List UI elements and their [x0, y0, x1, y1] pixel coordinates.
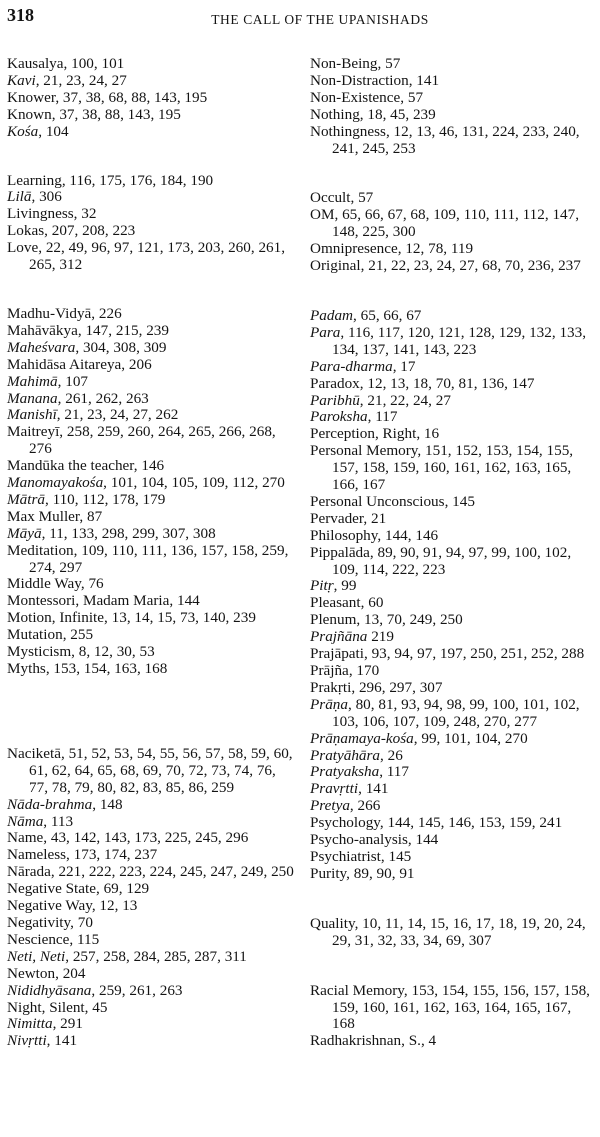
index-page-refs: , 10, 11, 14, 15, 16, 17, 18, 19, 20, 24, 29, 31, 32, 33, 34, 69, 307 [332, 914, 586, 949]
index-term: Philosophy [310, 526, 378, 544]
index-page-refs: , 116, 117, 120, 121, 128, 129, 132, 133, 134, 137, 141, 143, 223 [332, 323, 587, 358]
index-column-right [310, 56, 596, 1050]
index-page-refs: , 141 [46, 1032, 78, 1050]
index-page-refs: , 104 [38, 122, 69, 140]
index-entry [7, 898, 297, 915]
index-entry [310, 578, 596, 595]
index-page-refs: , 144 [169, 592, 200, 610]
index-term: Motion, Infinite [7, 609, 105, 627]
index-term: OM [310, 206, 335, 224]
index-term: Omnipresence [310, 240, 398, 258]
index-page-refs: , 87 [79, 507, 103, 525]
index-entry [7, 797, 297, 814]
index-term: Para-dharma [310, 357, 393, 375]
index-entry [7, 627, 297, 644]
index-term: Maitreyī [7, 423, 60, 441]
index-page-refs: , 43, 142, 143, 173, 225, 245, 296 [43, 829, 249, 847]
index-term: Night, Silent [7, 998, 85, 1016]
index-entry [7, 915, 297, 932]
index-entry [7, 475, 297, 492]
index-page-refs: , 37, 38, 88, 143, 195 [51, 105, 181, 123]
index-term: Paroksha [310, 408, 368, 426]
index-term: Myths [7, 660, 46, 677]
index-entry [310, 511, 596, 528]
index-term: Prāṇamaya-kośa [310, 729, 414, 747]
index-term: Maheśvara [7, 338, 76, 356]
index-page-refs: , 304, 308, 309 [75, 338, 167, 356]
index-page-refs: , 13, 14, 15, 73, 140, 239 [104, 609, 256, 627]
index-page-refs: , 257, 258, 284, 285, 287, 311 [65, 947, 247, 965]
index-entry [310, 325, 596, 359]
index-page-refs: , 17 [392, 357, 416, 375]
index-page-refs: , 226 [91, 304, 122, 322]
index-term: Known [7, 105, 52, 123]
index-entry [310, 426, 596, 443]
index-page-refs: , 306 [31, 188, 62, 206]
index-entry [310, 359, 596, 376]
index-entry [7, 644, 297, 661]
index-term: Lokas [7, 222, 45, 240]
index-page-refs: , 21, 22, 24, 27 [359, 391, 451, 409]
index-page-refs: , 13, 70, 249, 250 [356, 611, 463, 629]
index-column-left [7, 56, 297, 1050]
index-term: Nescience [7, 930, 70, 948]
index-term: Nāda-brahma [7, 795, 93, 813]
index-entry [7, 90, 297, 107]
index-term: Prajāpati [310, 645, 364, 663]
index-term: Middle Way [7, 575, 81, 593]
index-page-refs: , 151, 152, 153, 154, 155, 157, 158, 159, 160, 161, 162, 163, 165, 166, 167 [332, 442, 574, 494]
index-entry [310, 731, 596, 748]
index-page-refs: , 115 [69, 930, 100, 948]
index-page-refs: , 141 [408, 71, 440, 89]
index-term: Paradox [310, 374, 360, 392]
index-entry [7, 949, 297, 966]
index-page-refs: , 8, 12, 30, 53 [71, 643, 155, 661]
index-page-refs: , 141 [358, 780, 389, 798]
index-entry [310, 56, 596, 73]
index-entry [7, 107, 297, 124]
index-entry [310, 190, 596, 207]
index-term: Pretya [310, 797, 350, 815]
index-page-refs: , 101, 104, 105, 109, 112, 270 [103, 474, 285, 492]
index-page-refs: , 89, 90, 91, 94, 97, 99, 100, 102, 109, 114, 222, 223 [332, 543, 572, 578]
index-page-refs: , 204 [55, 964, 86, 982]
index-term: Non-Being [310, 55, 378, 72]
index-term: Kavi [7, 71, 36, 89]
index-page-refs: , 107 [57, 372, 88, 390]
index-term: Pratyāhāra [310, 746, 381, 764]
index-page-refs: , 109, 110, 111, 136, 157, 158, 259, 274, 297 [29, 541, 289, 576]
index-page-refs: , 57 [377, 55, 401, 72]
index-term: Pravṛtti [310, 780, 359, 798]
index-term: Prajñāna [310, 628, 368, 646]
index-page-refs: , 99, 101, 104, 270 [413, 729, 528, 747]
index-term: Pitṛ [310, 577, 334, 595]
index-entry [7, 340, 297, 357]
index-term: Negative Way [7, 897, 92, 915]
index-entry [7, 124, 297, 141]
index-entry [310, 781, 596, 798]
index-page-refs: , 296, 297, 307 [351, 678, 443, 696]
index-entry [310, 207, 596, 241]
index-page-refs: , 221, 222, 223, 224, 245, 247, 249, 250 [50, 863, 294, 881]
index-term: Purity [310, 864, 347, 882]
index-page-refs: , 26 [380, 746, 403, 764]
index-term: Mahimā [7, 372, 58, 390]
index-entry [7, 864, 297, 881]
index-page-refs: , 153, 154, 163, 168 [45, 660, 168, 677]
index-entry [7, 576, 297, 593]
index-entry [310, 595, 596, 612]
index-page-refs: , 69, 129 [95, 880, 150, 898]
index-entry [7, 1016, 297, 1033]
index-page-refs: , 206 [121, 355, 152, 373]
index-entry [7, 746, 297, 797]
index-page-refs: , 57 [350, 189, 374, 207]
index-page-refs: , 99 [333, 577, 357, 595]
index-entry [310, 376, 596, 393]
index-page-refs: , 22, 49, 96, 97, 121, 173, 203, 260, 261, 265, 312 [29, 239, 286, 274]
index-page-refs: , 144 [407, 831, 439, 849]
index-term: Quality [310, 914, 355, 932]
index-entry [310, 697, 596, 731]
index-term: Knower [7, 88, 56, 106]
index-term: Mandūka the teacher [7, 457, 134, 475]
index-term: Madhu-Vidyā [7, 304, 92, 322]
index-entry [7, 407, 297, 424]
index-entry [310, 494, 596, 511]
index-entry [310, 393, 596, 410]
index-page-refs: , 258, 259, 260, 264, 265, 266, 268, 276 [29, 423, 276, 458]
index-page-refs: , 266 [349, 797, 381, 815]
index-term: Manishī [7, 406, 57, 424]
index-page-refs: , 113 [43, 812, 74, 830]
index-entry [310, 90, 596, 107]
index-entry [7, 1033, 297, 1050]
index-page-refs: , 12, 13, 46, 131, 224, 233, 240, 241, 245, 253 [332, 122, 580, 157]
index-term: Pratyaksha [310, 763, 380, 781]
index-page-refs: , 21 [363, 509, 387, 527]
index-entry [310, 629, 596, 646]
index-entry [7, 509, 297, 526]
index-term: Personal Unconscious [310, 492, 445, 510]
index-page-refs: , 291 [52, 1015, 83, 1033]
index-entry [310, 1033, 596, 1050]
index-term: Psycho-analysis [310, 831, 408, 849]
index-page-refs: , 144, 145, 146, 153, 159, 241 [379, 814, 563, 832]
index-page-refs: , 12, 13, 18, 70, 81, 136, 147 [359, 374, 535, 392]
index-entry [7, 526, 297, 543]
index-term: Negative State [7, 880, 96, 898]
index-term: Nārada [7, 863, 51, 881]
index-term: Pleasant [310, 594, 361, 612]
index-term: Para [310, 323, 341, 341]
index-entry [310, 443, 596, 494]
index-term: Psychiatrist [310, 847, 381, 865]
index-page-refs: , 57 [400, 88, 424, 106]
index-entry [7, 189, 297, 206]
index-entry [310, 849, 596, 866]
index-page-refs: , 45 [84, 998, 108, 1016]
index-entry [7, 56, 297, 73]
index-term: Lilā [7, 188, 32, 206]
index-entry [310, 764, 596, 781]
index-term: Mātrā [7, 490, 45, 508]
index-page-refs: , 37, 38, 68, 88, 143, 195 [55, 88, 208, 106]
index-term: Occult [310, 189, 351, 207]
index-entry [7, 881, 297, 898]
index-page-refs: , 110, 112, 178, 179 [44, 490, 166, 508]
index-page-refs: , 100, 101 [63, 55, 125, 72]
index-term: Manana [7, 389, 58, 407]
index-entry [7, 966, 297, 983]
page-number: 318 [7, 5, 34, 25]
index-page-refs: , 21, 23, 24, 27, 262 [56, 406, 179, 424]
index-entry [7, 543, 297, 577]
index-page-refs: , 117 [379, 763, 409, 781]
index-entry [310, 815, 596, 832]
index-entry [7, 610, 297, 627]
index-entry [7, 173, 297, 190]
index-entry [310, 545, 596, 579]
index-term: Perception, Right [310, 425, 417, 443]
index-entry [310, 680, 596, 697]
index-term: Manomayakośa [7, 474, 104, 492]
index-term: Prāṇa [310, 695, 348, 713]
index-entry [310, 241, 596, 258]
index-entry [310, 983, 596, 1034]
index-page-refs: , 11, 133, 298, 299, 307, 308 [41, 524, 216, 542]
index-page-refs: , 65, 66, 67, 68, 109, 110, 111, 112, 147, 148, 225, 300 [332, 206, 580, 241]
index-page-refs: , 12, 13 [91, 897, 138, 915]
index-term: Māyā [7, 524, 42, 542]
index-page-refs: , 51, 52, 53, 54, 55, 56, 57, 58, 59, 60, 61, 62, 64, 65, 68, 69, 70, 72, 73, 74, 76, 77, 78, 79, 80, 82, 83, 85, 86, 259 [29, 744, 293, 796]
index-page-refs: , 153, 154, 155, 156, 157, 158, 159, 160, 161, 162, 163, 164, 165, 167, 168 [332, 981, 590, 1033]
index-page-refs: , 117 [367, 408, 398, 426]
index-page-refs: , 147, 215, 239 [77, 321, 169, 339]
index-page-refs: , 60 [360, 594, 384, 612]
index-entry [7, 223, 297, 240]
index-term: Max Muller [7, 507, 80, 525]
index-term: Nothingness [310, 122, 386, 140]
index-page-refs: , 261, 262, 263 [57, 389, 149, 407]
index-entry [310, 663, 596, 680]
running-title: THE CALL OF THE UPANISHADS [211, 12, 429, 27]
index-page-refs: , 93, 94, 97, 197, 250, 251, 252, 288 [363, 645, 585, 663]
index-entry [7, 374, 297, 391]
index-entry [310, 73, 596, 90]
index-entry [310, 409, 596, 426]
index-term: Nivṛtti [7, 1032, 47, 1050]
index-term: Kausalya [7, 55, 64, 72]
index-page-refs: , 144, 146 [377, 526, 439, 544]
index-page-refs: , 4 [420, 1032, 437, 1050]
index-entry [310, 832, 596, 849]
index-term: Psychology [310, 814, 380, 832]
index-page-refs: , 70 [70, 913, 93, 931]
index-entry [310, 258, 596, 275]
index-term: Original [310, 257, 361, 275]
index-term: Learning [7, 171, 62, 189]
index-page-refs: , 65, 66, 67 [353, 306, 422, 324]
index-entry [7, 830, 297, 847]
index-entry [310, 646, 596, 663]
index-entry [310, 798, 596, 815]
index-term: Mysticism [7, 643, 72, 661]
index-page-refs: , 173, 174, 237 [66, 846, 158, 864]
index-term: Pippalāda [310, 543, 370, 561]
index-term: Nothing [310, 105, 360, 123]
index-page-refs: , 148 [92, 795, 123, 813]
index-term: Personal Memory [310, 442, 418, 460]
index-page-refs: , 21, 23, 24, 27 [35, 71, 127, 89]
index-entry [310, 748, 596, 765]
index-term: Livingness [7, 205, 74, 223]
index-entry [7, 492, 297, 509]
index-term: Non-Existence [310, 88, 401, 106]
index-page-refs: , 80, 81, 93, 94, 98, 99, 100, 101, 102, 103, 106, 107, 109, 248, 270, 277 [332, 695, 580, 730]
index-entry [7, 932, 297, 949]
index-term: Nimitta [7, 1015, 53, 1033]
index-term: Negativity [7, 913, 71, 931]
index-term: Name [7, 829, 44, 847]
index-term: Mahidāsa Aitareya [7, 355, 122, 373]
index-entry [7, 240, 297, 274]
index-entry [310, 308, 596, 325]
index-term: Nameless [7, 846, 67, 864]
index-page-refs: , 170 [348, 662, 380, 679]
index-term: Nididhyāsana [7, 981, 92, 999]
index-entry [7, 323, 297, 340]
index-page-refs: , 16 [416, 425, 440, 443]
index-page-refs: , 145 [444, 492, 475, 510]
index-term: Newton [7, 964, 56, 982]
index-term: Nāma [7, 812, 44, 830]
index-page-refs: , 12, 78, 119 [397, 240, 474, 258]
index-page-refs: , 76 [80, 575, 104, 593]
index-term: Naciketā [7, 744, 61, 762]
index-term: Paribhū [310, 391, 360, 409]
index-term: Prājña [310, 662, 349, 679]
index-entry [310, 528, 596, 545]
index-page-refs: , 89, 90, 91 [346, 864, 415, 882]
index-entry [7, 206, 297, 223]
index-entry [7, 593, 297, 610]
index-page-refs: , 259, 261, 263 [91, 981, 183, 999]
index-term: Padam [310, 306, 354, 324]
index-term: Racial Memory [310, 981, 404, 999]
index-entry [7, 814, 297, 831]
index-entry [7, 1000, 297, 1017]
index-term: Meditation [7, 541, 74, 559]
index-term: Non-Distraction [310, 71, 409, 89]
index-term: Mutation [7, 626, 63, 644]
index-page-refs: , 116, 175, 176, 184, 190 [61, 171, 214, 189]
index-page-refs: , 21, 22, 23, 24, 27, 68, 70, 236, 237 [360, 257, 581, 275]
index-entry [310, 124, 596, 158]
index-entry [7, 357, 297, 374]
index-term: Pervader [310, 509, 364, 527]
index-entry [7, 983, 297, 1000]
index-entry [310, 916, 596, 950]
index-term: Kośa [7, 122, 39, 140]
index-page-refs: 219 [367, 628, 394, 646]
index-term: Plenum [310, 611, 357, 629]
index-entry [7, 73, 297, 90]
index-entry [310, 866, 596, 883]
index-entry [7, 424, 297, 458]
index-entry [310, 612, 596, 629]
index-page-refs: , 255 [62, 626, 94, 644]
index-entry [7, 306, 297, 323]
index-term: Mahāvākya [7, 321, 78, 339]
index-page-refs: , 18, 45, 239 [359, 105, 436, 123]
index-page-refs: , 32 [73, 205, 97, 223]
index-entry [7, 458, 297, 475]
index-entry [310, 107, 596, 124]
index-entry [7, 391, 297, 408]
index-entry [7, 661, 297, 678]
index-entry [7, 847, 297, 864]
index-page-refs: , 207, 208, 223 [44, 222, 136, 240]
index-term: Prakṛti [310, 678, 352, 696]
index-term: Love [7, 239, 39, 257]
index-term: Montessori, Madam Maria [7, 592, 170, 610]
index-term: Neti, Neti [7, 947, 66, 965]
index-term: Radhakrishnan, S. [310, 1032, 421, 1050]
index-page-refs: , 146 [133, 457, 165, 475]
index-page-refs: , 145 [380, 847, 412, 865]
